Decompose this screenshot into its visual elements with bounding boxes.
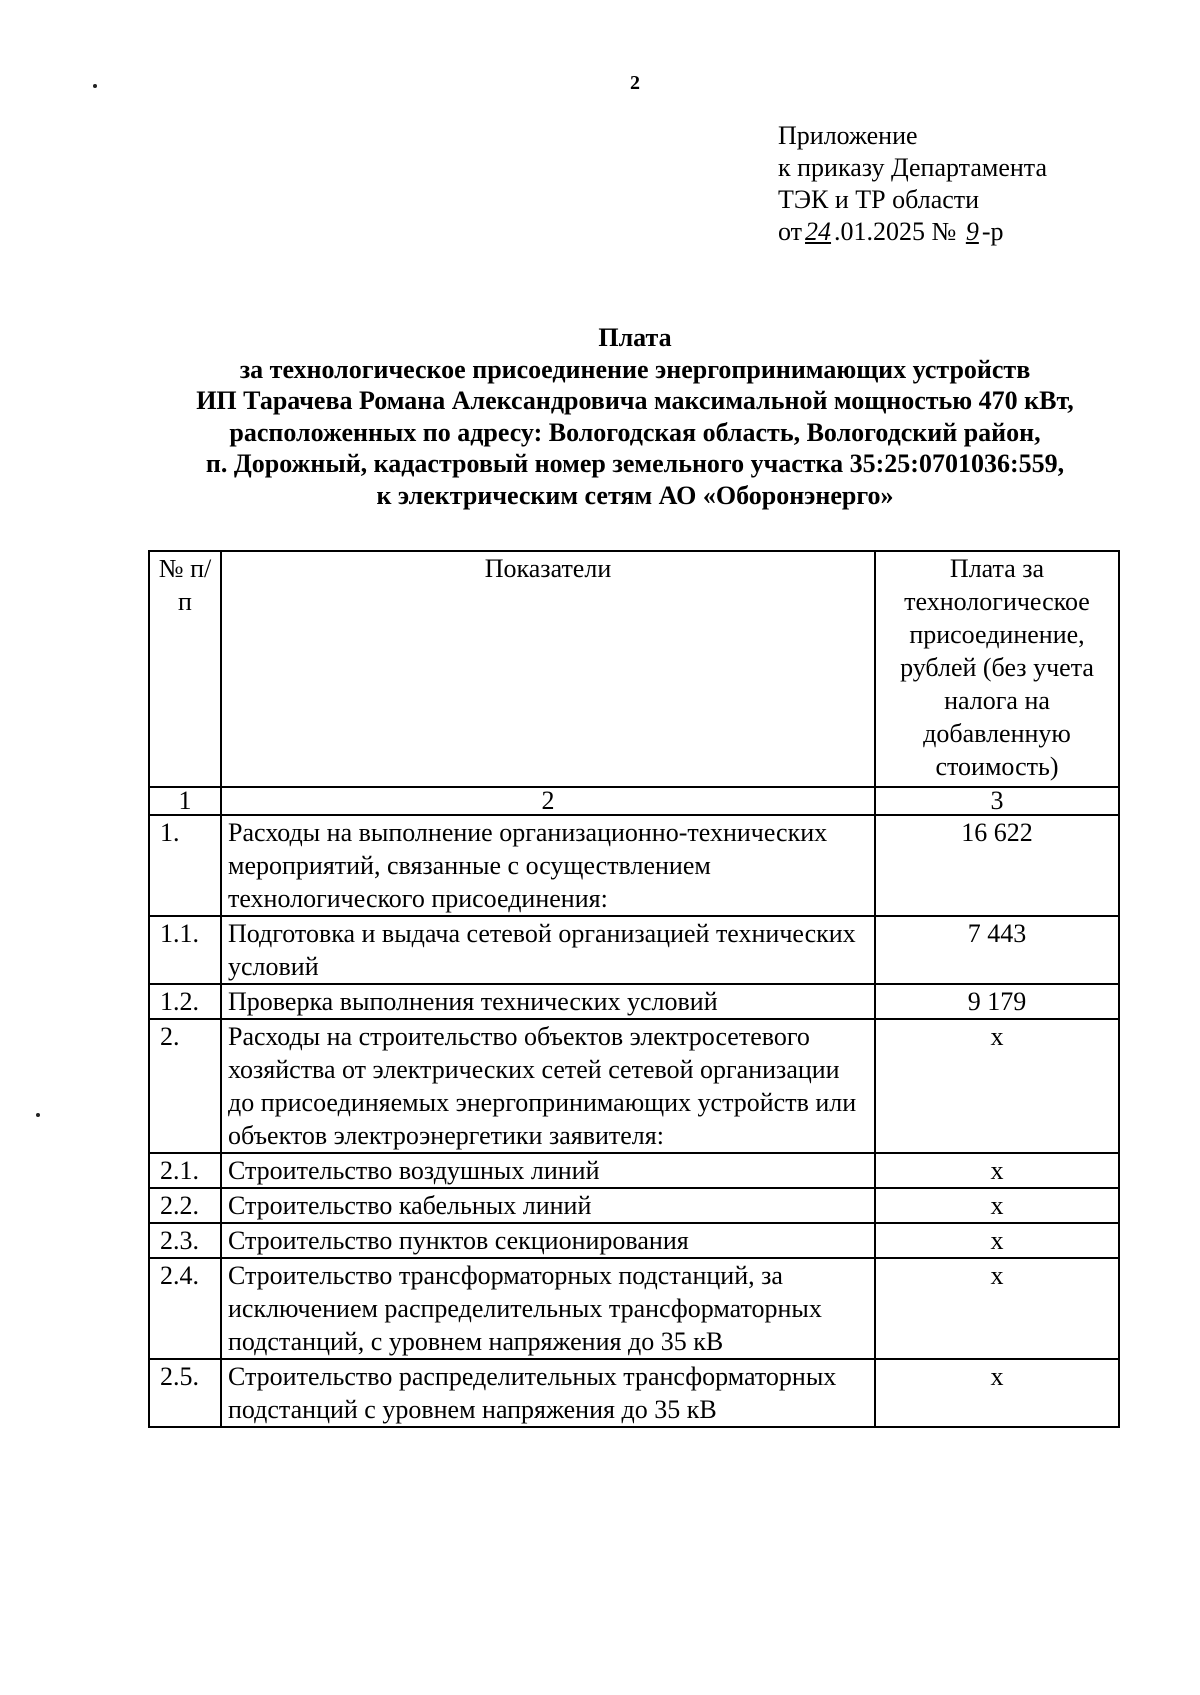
table-row — [149, 1258, 1119, 1359]
row-value: 16 622 — [875, 815, 1119, 916]
handwritten-order-number: 9 — [965, 217, 979, 246]
header-number: № п/п — [149, 551, 221, 787]
column-index-row — [149, 787, 1119, 815]
title-line: ИП Тарачева Романа Александровича максимальной мощностью 470 кВт, — [196, 386, 1074, 415]
row-indicator: Строительство кабельных линий — [221, 1188, 875, 1223]
date-rest: .01.2025 № — [834, 217, 957, 246]
handwritten-day: 24 — [805, 217, 832, 246]
row-number: 2. — [149, 1019, 221, 1153]
table-row — [149, 916, 1119, 984]
row-indicator: Расходы на выполнение организационно-технических мероприятий, связанные с осуществлением технологического присоединения: — [221, 815, 875, 916]
row-number: 2.2. — [149, 1188, 221, 1223]
fee-table — [148, 550, 1120, 1428]
order-suffix: -р — [981, 217, 1004, 246]
row-value: х — [875, 1359, 1119, 1427]
column-index: 2 — [221, 787, 875, 815]
title-line: расположенных по адресу: Вологодская область, Вологодский район, — [229, 417, 1041, 447]
date-prefix: от — [778, 217, 803, 246]
header-fee: Плата за технологическое присоединение, рублей (без учета налога на добавленную стоимость) — [875, 551, 1119, 787]
row-indicator: Подготовка и выдача сетевой организацией технических условий — [221, 916, 875, 984]
document-title — [130, 322, 1140, 511]
row-value: х — [875, 1258, 1119, 1359]
appendix-line: ТЭК и ТР области — [778, 185, 980, 214]
row-value: 9 179 — [875, 984, 1119, 1019]
row-indicator: Проверка выполнения технических условий — [221, 984, 875, 1019]
row-value: х — [875, 1019, 1119, 1153]
table-row — [149, 1359, 1119, 1427]
row-indicator: Расходы на строительство объектов электросетевого хозяйства от электрических сетей сетевой организации до присоединяемых энергопринимающих устройств или объектов электроэнергетики заявителя: — [221, 1019, 875, 1153]
title-line: п. Дорожный, кадастровый номер земельного участка 35:25:0701036:559, — [205, 449, 1065, 478]
table-row — [149, 1188, 1119, 1223]
table-row — [149, 1153, 1119, 1188]
title-line: Плата — [598, 323, 672, 352]
column-index: 3 — [875, 787, 1119, 815]
title-line: к электрическим сетям АО «Оборонэнерго» — [376, 480, 894, 510]
table-row — [149, 1019, 1119, 1153]
row-value: х — [875, 1153, 1119, 1188]
appendix-line: к приказу Департамента — [778, 153, 1048, 182]
row-indicator: Строительство трансформаторных подстанций, за исключением распределительных трансформаторных подстанций, с уровнем напряжения до 35 кВ — [221, 1258, 875, 1359]
row-value: 7 443 — [875, 916, 1119, 984]
table-row — [149, 815, 1119, 916]
row-indicator: Строительство воздушных линий — [221, 1153, 875, 1188]
row-indicator: Строительство пунктов секционирования — [221, 1223, 875, 1258]
row-number: 1. — [149, 815, 221, 916]
header-indicators: Показатели — [221, 551, 875, 787]
appendix-line: Приложение — [778, 121, 918, 150]
page-number: 2 — [630, 72, 640, 94]
table-row — [149, 984, 1119, 1019]
title-line: за технологическое присоединение энергопринимающих устройств — [239, 354, 1031, 384]
appendix-block — [778, 120, 1047, 248]
row-value: х — [875, 1188, 1119, 1223]
row-number: 1.2. — [149, 984, 221, 1019]
row-number: 2.5. — [149, 1359, 221, 1427]
row-number: 2.1. — [149, 1153, 221, 1188]
scan-speck — [36, 1113, 40, 1117]
row-number: 2.3. — [149, 1223, 221, 1258]
column-index: 1 — [149, 787, 221, 815]
table-header-row — [149, 551, 1119, 787]
row-number: 2.4. — [149, 1258, 221, 1359]
appendix-date-line — [778, 216, 1047, 248]
table-row — [149, 1223, 1119, 1258]
row-value: х — [875, 1223, 1119, 1258]
row-indicator: Строительство распределительных трансформаторных подстанций с уровнем напряжения до 35 кВ — [221, 1359, 875, 1427]
row-number: 1.1. — [149, 916, 221, 984]
